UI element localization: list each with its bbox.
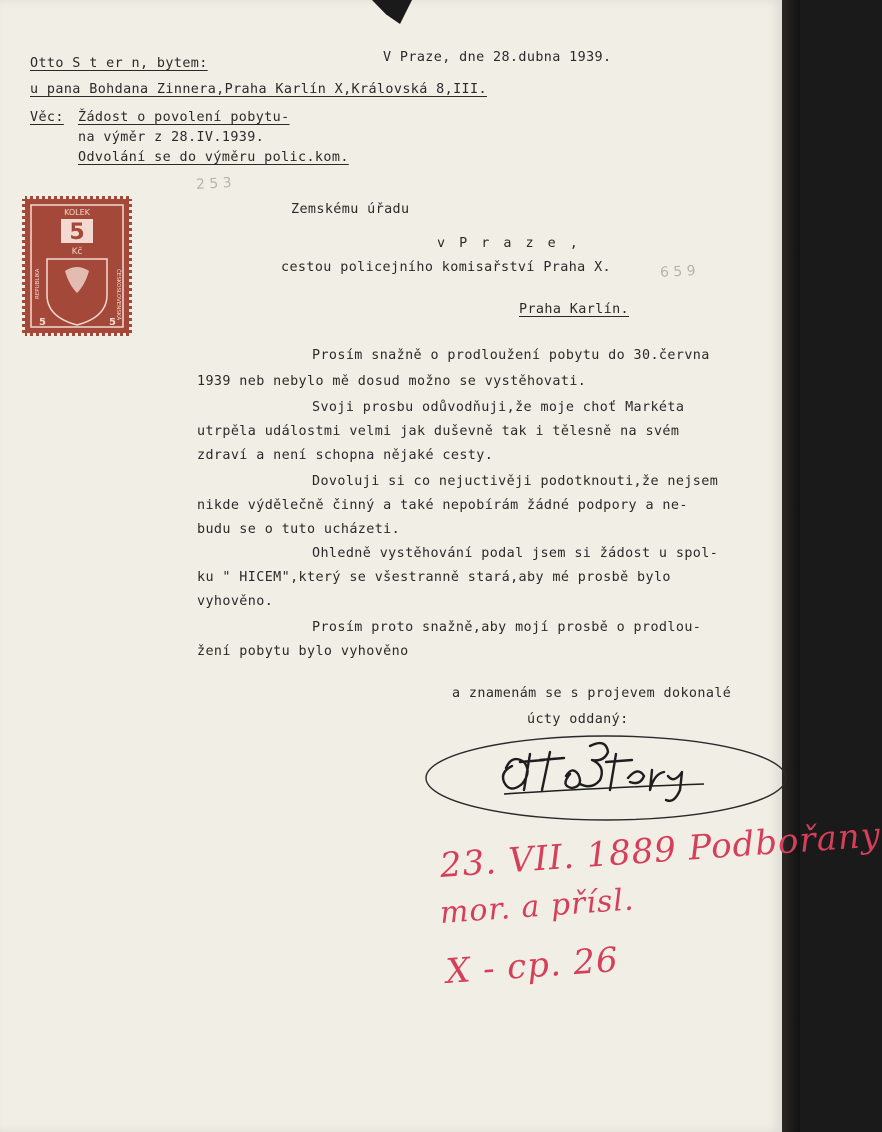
addressee-line-3: cestou policejního komisařství Praha X. bbox=[281, 260, 612, 275]
stamp-value: 5 bbox=[69, 220, 85, 245]
pencil-mark: 6 5 9 bbox=[659, 263, 697, 281]
annotation-line-1: 23. VII. 1889 Podbořany bbox=[438, 815, 882, 886]
body-line: Ohledně vystěhování podal jsem si žádost u spol- bbox=[312, 546, 719, 561]
subject-label: Věc: bbox=[30, 110, 64, 125]
sender-address: u pana Bohdana Zinnera,Praha Karlín X,Královská 8,III. bbox=[30, 82, 487, 97]
annotation-line-2: mor. a přísl. bbox=[438, 882, 636, 931]
place-date: V Praze, dne 28.dubna 1939. bbox=[383, 50, 612, 65]
sender-name: Otto S t er n, bytem: bbox=[30, 56, 208, 71]
body-line: budu se o tuto ucházeti. bbox=[197, 522, 401, 537]
subject-line-1: Žádost o povolení pobytu- bbox=[78, 110, 290, 125]
addressee-line-2: v P r a z e , bbox=[437, 236, 581, 251]
subject-line-2: na výměr z 28.IV.1939. bbox=[78, 130, 265, 145]
stamp-word: KOLEK bbox=[64, 208, 90, 217]
addressee-line-4: Praha Karlín. bbox=[519, 302, 630, 317]
body-line: 1939 neb nebylo mě dosud možno se vystěhovati. bbox=[197, 374, 587, 389]
addressee-line-1: Zemskému úřadu bbox=[291, 202, 410, 217]
body-line: nikde výdělečně činný a také nepobírám žádné podpory a ne- bbox=[197, 498, 688, 513]
stamp-currency: Kč bbox=[71, 247, 83, 257]
svg-text:5: 5 bbox=[39, 317, 46, 328]
body-line: utrpěla událostmi velmi jak duševně tak i tělesně na svém bbox=[197, 424, 680, 439]
pencil-mark: 2 5 3 bbox=[195, 175, 233, 193]
body-line: Svoji prosbu odůvodňuji,že moje choť Markéta bbox=[312, 400, 685, 415]
stamp-artwork bbox=[25, 199, 129, 333]
annotation-line-3: X - cp. 26 bbox=[444, 939, 620, 992]
closing-line-1: a znamenám se s projevem dokonalé bbox=[452, 686, 732, 701]
svg-text:ČESKOSLOVENSKÁ: ČESKOSLOVENSKÁ bbox=[115, 269, 121, 321]
body-line: žení pobytu bylo vyhověno bbox=[197, 644, 409, 659]
signature bbox=[420, 724, 792, 834]
svg-text:5: 5 bbox=[109, 317, 116, 328]
body-line: zdraví a není schopna nějaké cesty. bbox=[197, 448, 494, 463]
page-edge bbox=[782, 0, 800, 1132]
svg-text:REPUBLIKA: REPUBLIKA bbox=[35, 268, 41, 299]
revenue-stamp bbox=[22, 196, 132, 336]
body-line: ku " HICEM",který se všestranně stará,aby mé prosbě bylo bbox=[197, 570, 671, 585]
body-line: vyhověno. bbox=[197, 594, 274, 609]
closing-line-2: úcty oddaný: bbox=[527, 712, 629, 727]
body-line: Prosím proto snažně,aby mojí prosbě o prodlou- bbox=[312, 620, 702, 635]
subject-line-3: Odvolání se do výměru polic.kom. bbox=[78, 150, 349, 165]
body-line: Prosím snažně o prodloužení pobytu do 30.června bbox=[312, 348, 710, 363]
body-line: Dovoluji si co nejuctivěji podotknouti,že nejsem bbox=[312, 474, 719, 489]
